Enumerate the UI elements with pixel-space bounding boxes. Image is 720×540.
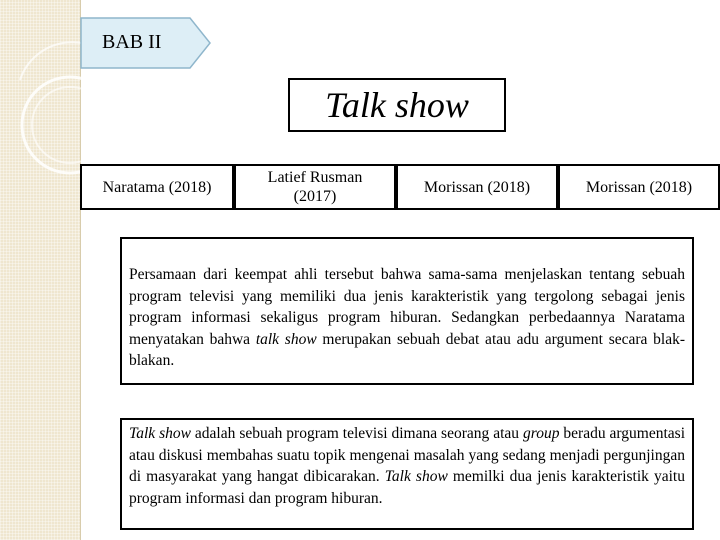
paragraph-text: beradu argumentasi atau diskusi membahas suatu topik mengenai masalah yang sedang menjadi pergunjingan di masyarakat yang hangat dibicarakan.: [129, 425, 685, 485]
diagram-title: Talk show: [288, 78, 506, 132]
source-label: Morissan (2018): [423, 178, 531, 196]
source-label: Morissan (2018): [585, 178, 693, 196]
paragraph-italic-term: Talk show: [129, 425, 191, 442]
source-box-morissan-2: [558, 164, 720, 210]
source-box-morissan-1: [396, 164, 558, 210]
paragraph-text: Persamaan dari keempat ahli tersebut bahwa sama-sama menjelaskan tentang sebuah program televisi yang memiliki dua jenis karakteristik yang tergolong sebagai jenis program informasi sekaligus program hiburan. Sedangkan perbedaannya Naratama menyatakan bahwa: [129, 266, 685, 348]
source-year: (2017): [293, 188, 337, 205]
section-tab-label: BAB II: [102, 31, 162, 53]
paragraph-text: merupakan sebuah debat atau adu argument secara blak-blakan.: [129, 330, 685, 369]
paragraph-text: memilki dua jenis karakteristik yaitu program informasi dan program hiburan.: [129, 468, 685, 507]
comparison-paragraph: [120, 237, 694, 385]
source-label: Naratama (2018): [102, 178, 212, 196]
section-tab: [80, 17, 210, 67]
definition-paragraph: [120, 418, 694, 530]
paragraph-italic-term: talk show: [255, 330, 317, 348]
paragraph-italic-term: group: [522, 425, 560, 442]
source-box-naratama: [80, 164, 234, 210]
paragraph-text: adalah sebuah program televisi dimana seorang atau: [190, 425, 523, 442]
paragraph-italic-term: Talk show: [384, 468, 448, 485]
source-box-latief-rusman: [234, 164, 396, 210]
source-label: Latief Rusman: [267, 169, 363, 186]
